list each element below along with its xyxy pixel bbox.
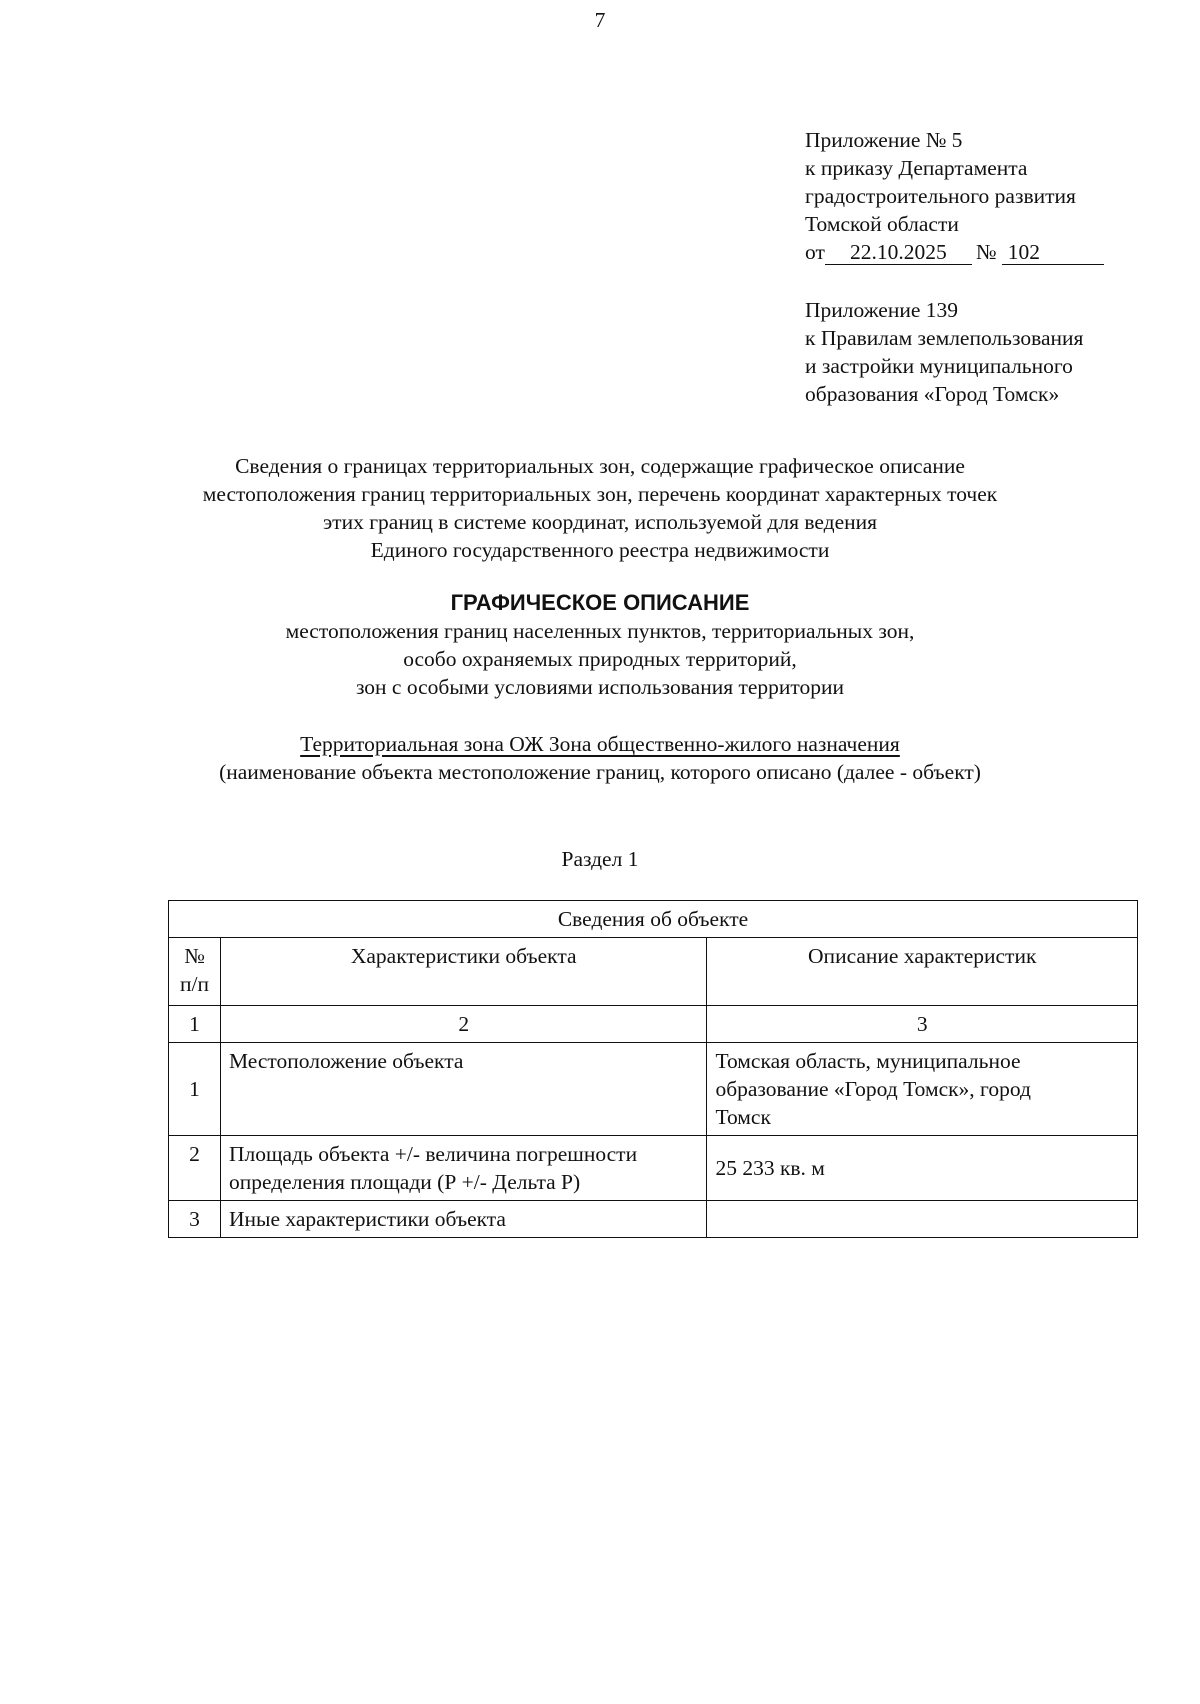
row-num: 2: [169, 1136, 221, 1201]
intro-line: этих границ в системе координат, используемой для ведения: [322, 510, 878, 534]
object-name-text: Территориальная зона ОЖ Зона общественно-жилого назначения: [300, 732, 900, 756]
appendix-order-line: Приложение № 5: [805, 128, 963, 152]
order-date: 22.10.2025: [825, 240, 972, 265]
header-characteristic: Характеристики объекта: [220, 938, 706, 1006]
object-name: [0, 730, 1200, 758]
row-description: [707, 1201, 1138, 1238]
graphic-description-block: [0, 589, 1200, 701]
appendix-rules-block: [805, 296, 1083, 408]
intro-line: Единого государственного реестра недвижимости: [370, 538, 830, 562]
date-prefix: от: [805, 240, 825, 264]
intro-block: [0, 452, 1200, 564]
number-prefix: №: [975, 240, 997, 264]
header-description: Описание характеристик: [707, 938, 1138, 1006]
appendix-rules-line: и застройки муниципального: [805, 354, 1073, 378]
column-number: 3: [707, 1006, 1138, 1043]
appendix-order-block: [805, 126, 1104, 266]
section-title: Раздел 1: [561, 847, 639, 871]
intro-line: Сведения о границах территориальных зон, содержащие графическое описание: [235, 454, 965, 478]
row-num: 3: [169, 1201, 221, 1238]
row-characteristic: [220, 1136, 706, 1201]
column-number: 1: [169, 1006, 221, 1043]
row-description-line: образование «Город Томск», город: [715, 1077, 1031, 1101]
row-description: [707, 1043, 1138, 1136]
graphic-description-line: местоположения границ населенных пунктов, территориальных зон,: [285, 619, 915, 643]
table-header-row: [169, 938, 1138, 1006]
column-number: 2: [220, 1006, 706, 1043]
order-number: 102: [1002, 240, 1104, 265]
appendix-order-line: Томской области: [805, 212, 959, 236]
row-num: 1: [169, 1043, 221, 1136]
row-characteristic-line: Площадь объекта +/- величина погрешности: [228, 1142, 638, 1166]
table-row: [169, 1201, 1138, 1238]
intro-line: местоположения границ территориальных зон, перечень координат характерных точек: [202, 482, 998, 506]
row-characteristic: Местоположение объекта: [220, 1043, 706, 1136]
appendix-rules-line: к Правилам землепользования: [805, 326, 1084, 350]
row-characteristic-line: определения площади (Р +/- Дельта Р): [228, 1170, 581, 1194]
table-row: [169, 1136, 1138, 1201]
row-description: 25 233 кв. м: [707, 1136, 1138, 1201]
page-number: 7: [594, 8, 606, 32]
order-date-number-line: [805, 238, 1104, 266]
appendix-rules-line: образования «Город Томск»: [805, 382, 1060, 406]
header-num: [169, 938, 221, 1006]
table-row: [169, 1043, 1138, 1136]
row-description-line: Томская область, муниципальное: [715, 1049, 1021, 1073]
graphic-description-line: зон с особыми условиями использования территории: [355, 675, 845, 699]
graphic-description-line: особо охраняемых природных территорий,: [403, 647, 797, 671]
object-block: [0, 730, 1200, 786]
appendix-rules-line: Приложение 139: [805, 298, 959, 322]
row-description-line: Томск: [715, 1105, 771, 1129]
column-numbers-row: [169, 1006, 1138, 1043]
table-caption-row: [169, 901, 1138, 938]
appendix-order-line: к приказу Департамента: [805, 156, 1028, 180]
row-characteristic: Иные характеристики объекта: [220, 1201, 706, 1238]
graphic-description-title: ГРАФИЧЕСКОЕ ОПИСАНИЕ: [450, 590, 750, 615]
header-num-line: №: [184, 944, 205, 968]
header-num-line: п/п: [179, 972, 209, 996]
table-caption: Сведения об объекте: [169, 901, 1138, 938]
object-info-table: [168, 900, 1138, 1238]
appendix-order-line: градостроительного развития: [805, 184, 1076, 208]
object-caption: (наименование объекта местоположение границ, которого описано (далее - объект): [219, 760, 981, 784]
